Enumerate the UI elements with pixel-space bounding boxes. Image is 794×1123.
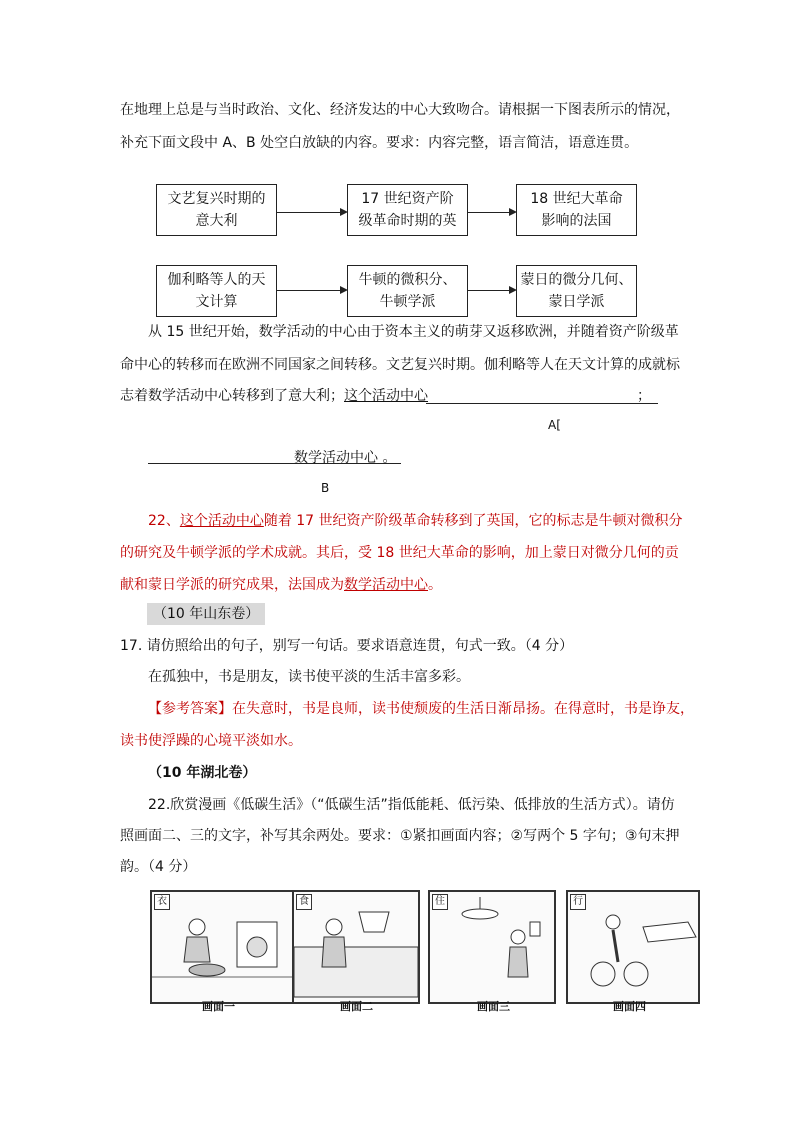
panel-corner-label: 行 — [570, 894, 586, 910]
diagram-box-galileo: 伽利略等人的天 文计算 — [156, 265, 277, 317]
panel-corner-label: 衣 — [154, 894, 170, 910]
diagram-box-italy: 文艺复兴时期的 意大利 — [156, 184, 277, 236]
shandong-example: 在孤独中，书是朋友，读书使平淡的生活丰富多彩。 — [148, 669, 470, 685]
passage-semicolon: ； — [637, 388, 651, 404]
panel-corner-label: 食 — [296, 894, 312, 910]
shandong-answer-2: 读书使浮躁的心境平淡如水。 — [120, 733, 302, 749]
passage-line-4: 数学活动中心 。 — [294, 450, 397, 466]
arrow-right-icon — [467, 290, 515, 291]
diagram-box-england: 17 世纪资产阶 级革命时期的英 — [347, 184, 468, 236]
answer-22-line-1: 22、这个活动中心随着 17 世纪资产阶级革命转移到了英国，它的标志是牛顿对微积分 — [148, 513, 683, 529]
label-b: B — [321, 481, 330, 495]
blank-a — [426, 403, 658, 404]
comic-panel-3 — [428, 890, 556, 1004]
shandong-question: 17. 请仿照给出的句子，别写一句话。要求语意连贯，句式一致。（4 分） — [120, 638, 574, 654]
hubei-tag: （10 年湖北卷） — [148, 765, 257, 781]
intro-line-1: 在地理上总是与当时政治、文化、经济发达的中心大致吻合。请根据一下图表所示的情况， — [120, 102, 680, 118]
comic-label-4: 画面四 — [613, 1000, 646, 1013]
arrow-right-icon — [467, 212, 515, 213]
intro-line-2: 补充下面文段中 A、B 处空白放缺的内容。要求：内容完整，语言简洁，语意连贯。 — [120, 135, 639, 151]
hubei-question-2: 照画面二、三的文字，补写其余两处。要求：①紧扣画面内容；②写两个 5 字句；③句末押 — [120, 828, 680, 844]
comic-panel-2 — [292, 890, 420, 1004]
arrow-right-icon — [276, 212, 346, 213]
comic-panel-4 — [566, 890, 700, 1004]
light-switch-illustration — [430, 892, 554, 1002]
passage-line-1: 从 15 世纪开始，数学活动的中心由于资本主义的萌芽又返移欧洲，并随着资产阶级革 — [148, 324, 679, 340]
answer-22-line-3: 献和蒙日学派的研究成果，法国成为数学活动中心。 — [120, 577, 442, 593]
shandong-answer-1: 【参考答案】在失意时，书是良师，读书使颓废的生活日渐昂扬。在得意时，书是诤友， — [148, 701, 694, 717]
panel-corner-label: 住 — [432, 894, 448, 910]
passage-line-2: 命中心的转移而在欧洲不同国家之间转移。文艺复兴时期。伽利略等人在天文计算的成就标 — [120, 357, 680, 373]
diagram-box-newton: 牛顿的微积分、 牛顿学派 — [347, 265, 468, 317]
diagram-box-france: 18 世纪大革命 影响的法国 — [516, 184, 637, 236]
comic-label-2: 画面二 — [340, 1000, 373, 1013]
cooking-illustration — [294, 892, 418, 1002]
hubei-question-3: 韵。（4 分） — [120, 859, 197, 875]
arrow-right-icon — [276, 290, 346, 291]
passage-line-3: 志着数学活动中心转移到了意大利；这个活动中心 — [120, 388, 428, 404]
label-a: A[ — [548, 418, 561, 432]
comic-label-3: 画面三 — [477, 1000, 510, 1013]
cycling-illustration — [568, 892, 698, 1002]
hubei-question-1: 22.欣赏漫画《低碳生活》（“低碳生活”指低能耗、低污染、低排放的生活方式）。请仿 — [148, 797, 675, 813]
shandong-tag: （10 年山东卷） — [147, 603, 265, 625]
comic-label-1: 画面一 — [202, 1000, 235, 1013]
answer-22-line-2: 的研究及牛顿学派的学术成就。其后，受 18 世纪大革命的影响，加上蒙日对微分几何的贡 — [120, 545, 679, 561]
diagram-box-monge: 蒙日的微分几何、 蒙日学派 — [516, 265, 637, 317]
